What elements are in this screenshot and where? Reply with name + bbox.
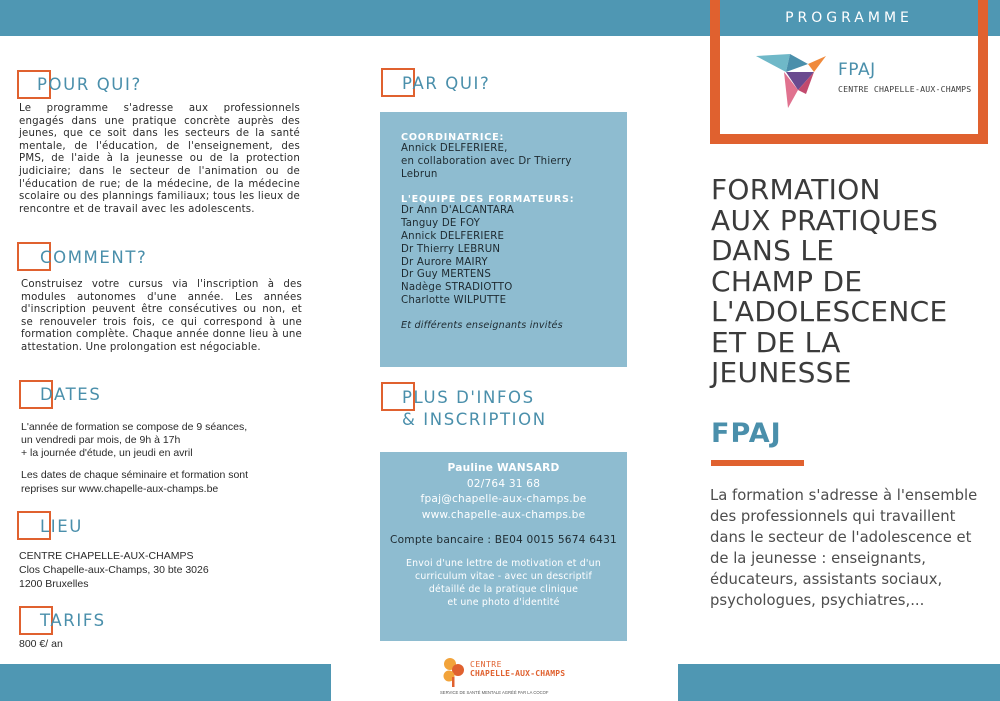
trainer-name: Dr Guy MERTENS: [401, 269, 491, 281]
cover-title-line: AUX PRATIQUES: [711, 203, 939, 237]
note-line: curriculum vitae - avec un descriptif: [415, 570, 592, 582]
trainer-name: Dr Aurore MAIRY: [401, 256, 488, 268]
note-line: et une photo d'identité: [447, 597, 560, 609]
cover-intro: La formation s'adresse à l'ensemble des professionnels qui travaillent dans le secteur de l'adolescence et de la jeunesse : enseignants, éducateurs, assistants sociaux, psychologues, psychiatres,...: [710, 487, 978, 609]
trainer-name: Dr Ann D'ALCANTARA: [401, 205, 515, 217]
chapelle-logo-line-1: CENTRE: [470, 660, 502, 669]
dates-line-1: L'année de formation se compose de 9 séances,: [21, 421, 248, 433]
cover-title-line: L'ADOLESCENCE: [711, 295, 948, 328]
top-band-left: [0, 0, 710, 36]
dates-line-3: + la journée d'étude, un jeudi en avril: [21, 447, 193, 459]
lieu-line-2: Clos Chapelle-aux-Champs, 30 bte 3026: [19, 564, 209, 576]
pour-qui-text: Le programme s'adresse aux professionnels engagés dans une pratique concrète auprès des jeunes, que ce soit dans les secteurs de la santé mentale, de l'éducation, de l'enseignement, des PMS, de l'aide à la jeunesse ou de la protection judiciaire; dans le secteur de l'animation ou de l'éducation de rue; de la médecine, de la médecine scolaire ou des plannings familiaux; tous les lieux de rencontre et de travail avec les adolescents.: [19, 103, 300, 215]
coordinator-heading: COORDINATRICE:: [401, 132, 505, 143]
coordinator-line-1: Annick DELFERIERE,: [401, 143, 508, 154]
cover-title-line: DANS LE: [711, 234, 835, 267]
note-line: détaillé de la pratique clinique: [428, 583, 579, 595]
chapelle-logo: [440, 657, 570, 697]
contact-email[interactable]: fpaj@chapelle-aux-champs.be: [420, 493, 587, 505]
contact-website[interactable]: www.chapelle-aux-champs.be: [421, 508, 586, 521]
trainer-name: Charlotte WILPUTTE: [401, 294, 507, 306]
cover-title-line: JEUNESSE: [711, 356, 852, 389]
cover-title-line: CHAMP DE: [711, 264, 863, 298]
contact-name: Pauline WANSARD: [447, 462, 560, 474]
trainer-name: Nadège STRADIOTTO: [401, 282, 513, 294]
coordinator-line-2: en collaboration avec Dr Thierry: [401, 155, 572, 167]
lieu-line-1: CENTRE CHAPELLE-AUX-CHAMPS: [19, 550, 194, 562]
team-heading: L'EQUIPE DES FORMATEURS:: [401, 194, 575, 206]
dates-title: DATES: [40, 385, 102, 404]
trainer-name: Tanguy DE FOY: [401, 218, 481, 230]
bottom-band-right: [678, 664, 1000, 701]
cover-title-line: ET DE LA: [711, 325, 841, 359]
tarifs-price: 800 €/ an: [19, 638, 63, 650]
lieu-title: LIEU: [40, 517, 83, 536]
par-qui-title: PAR QUI?: [402, 74, 491, 93]
programme-label: PROGRAMME: [785, 10, 913, 26]
infos-title-line-1: PLUS D'INFOS: [402, 388, 535, 407]
bank-account: Compte bancaire : BE04 0015 5674 6431: [390, 534, 617, 546]
pour-qui-title: POUR QUI?: [37, 75, 142, 94]
chapelle-logo-tagline: SERVICE DE SANTÉ MENTALE AGRÉÉ PAR LA COCOF: [440, 690, 549, 695]
cover-title: [711, 175, 991, 389]
dates-line-4: Les dates de chaque séminaire et formation sont: [21, 469, 249, 481]
trainer-name: Annick DELFERIERE: [401, 230, 505, 242]
lieu-line-3: 1200 Bruxelles: [19, 578, 89, 590]
dates-line-5: reprises sur www.chapelle-aux-champs.be: [21, 483, 219, 495]
cover-title-line: FORMATION: [711, 173, 881, 206]
dates-line-2: un vendredi par mois, de 9h à 17h: [21, 434, 181, 446]
bottom-band-left: [0, 664, 331, 701]
contact-box: [380, 452, 627, 641]
cover-acronym: FPAJ: [711, 418, 782, 449]
logo-acronym: FPAJ: [838, 60, 876, 80]
coordinator-line-3: Lebrun: [401, 168, 438, 180]
note-line: Envoi d'une lettre de motivation et d'un: [406, 557, 601, 569]
logo-subtitle: CENTRE CHAPELLE-AUX-CHAMPS: [838, 84, 972, 94]
bird-logo-icon: [756, 50, 828, 112]
comment-text: Construisez votre cursus via l'inscription à des modules autonomes d'une année. Les années d'inscription peuvent être consécutives ou non, et se renouveler trois fois, ce qui correspond à une formation complète. Chaque année donne lieu à une attestation. Une prolongation est négociable.: [21, 279, 302, 353]
team-box: [380, 112, 627, 367]
tarifs-title: TARIFS: [40, 611, 106, 630]
guest-teachers-note: Et différents enseignants invités: [401, 319, 563, 331]
infos-title-line-2: & INSCRIPTION: [402, 410, 547, 429]
cover-divider: [711, 460, 804, 466]
chapelle-logo-line-2: CHAPELLE-AUX-CHAMPS: [470, 669, 566, 678]
trainer-name: Dr Thierry LEBRUN: [401, 243, 501, 255]
chapelle-flower-icon: [440, 657, 468, 687]
application-note: [380, 557, 627, 610]
comment-title: COMMENT?: [40, 248, 148, 267]
contact-phone: 02/764 31 68: [466, 477, 541, 490]
